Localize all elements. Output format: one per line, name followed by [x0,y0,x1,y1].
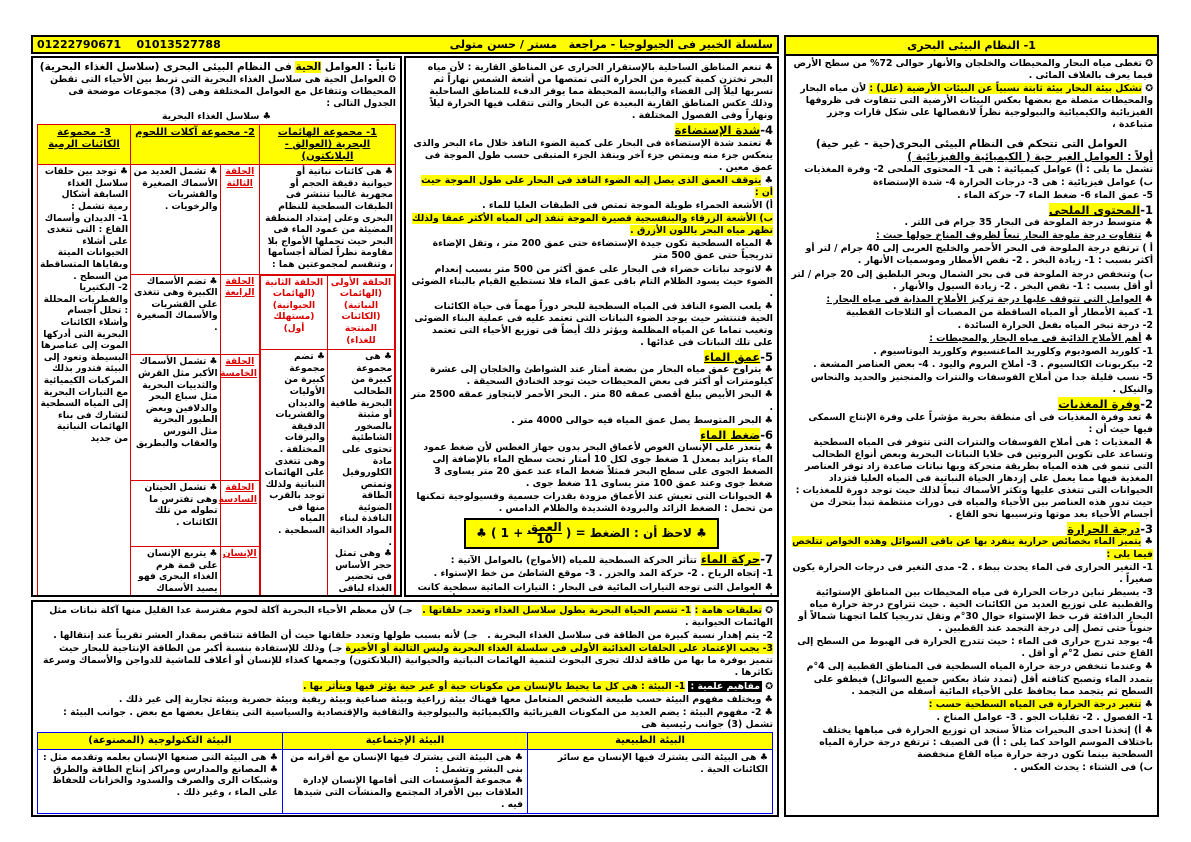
s1-p10: 2- بيكربونات الكالسيوم . 3- أملاح البروم واليود . 4- بعض العناصر المشعة . [813,359,1153,371]
s5-p1: ♣ يتراوح عمق مياه البحار من بضعة أمتار عند الشواطئ والخلجان إلى عشرة كيلومترات أو أكثر فى بعض المحيطات حيث توجد الخنادق السحيقة . [430,364,773,388]
plankton-subtable [260,275,395,597]
level-2-text: ♣ تضم مجموعة كبيرة من الأوليات والديدان والقشريات الدقيقة والبرقات المختلفة . وهى تتغذى على الهائمات النباتية ولذلك توجد بالقرب منها فى المياه السطحية . [260,350,327,597]
s3-p8: ♣ أ) إتخذنا احدى البحيرات مثالاً سنجد ان توزيع الحرارة فى مياهها يختلف باختلاف الموسم الواحد كما يلى : أ) فى الصيف : ترتفع درجة حرارة المياه السطحية بينما تكون درجة حرارة مياه القاع منخفضة [819,724,1153,761]
group3-header: 3- مجموعة الكائنات الرمية [38,125,131,165]
section-temperature: 3-درجة الحرارة [1067,522,1153,537]
s1-p5: ♣ العوامل التى تتوقف عليها درجة تركيز الأملاح المذابة فى مياه البحار : [826,293,1153,305]
s1-p9: 1- كلوريد الصوديوم وكلوريد الماغنسيوم وكلوريد البوتاسيوم . [873,346,1153,358]
level-1-text: ♣ هى مجموعة كبيرة من الطحالب البحرية طافية أو مثبتة بالصخور الشاطئية تحتوى على مادة الكلوروفيل وتمتص الطاقة الضوئية النافذة لبناء المواد الغذائية . ♣ وهى تمثل حجر الأساس فى تحضير الغذاء لباقى [327,350,394,597]
group2-header: 2- مجموعة آكلات اللحوم [131,125,260,165]
section-pressure: 6-ضغط الماء [700,427,773,442]
s5-p2: ♣ البحر الأبيض يبلغ أقصى عمقه 80 متر . البحر الأحمر لايتجاوز عمقه 2500 متر . [410,389,773,413]
group3-desc: ♣ توجد بين حلقات سلاسل الغذاء السابقة أشكال رمية تشمل : 1- الديدان وأسماك القاع : التى تتغذى على أشلاء الحيوانات الميتة وبقاياها المتساقطة من السطح . 2- البكتيريا والفطريات المحللة : تحلل أجسام وأشلاء الكائنات البحرية التى أدركها الموت إلى عناصرها البسيطة وتعود إلى البيئة فتدور بذلك المركبات الكيميائية مع التيارات البحرية إلى المياه السطحية لتشارك فى بناء الهائمات النباتية من جديد [38,165,131,597]
column-1-body [786,56,1157,777]
env-natural-header: البيئة الطبيعية [528,732,773,749]
t2-a: ✪ مفاهيم علمية : 1- البيئة : هى كل ما يحيط بالإنسان من مكونات حية أو غير حية يؤثر فيها ويتأثر بها . [303,680,773,692]
t1-c: 2- يتم إهدار نسبة كبيرة من الطاقة فى سلاسل الغذاء البحرية . جـ) لأنه بسبب طولها وتعدد حلقاتها حيث أن الطاقة تتناقص بمقدار العشر تقريباً عند إنتقالها . [53,630,773,642]
s1-p6: 1- كمية الأمطار أو المياه الساقطة من المصبات أو الثلاجات القطبية [845,306,1153,318]
phone-numbers: 01013527788 01222790671 [37,38,221,51]
study-sheet [31,35,1159,817]
section-depth: 5-عمق الماء [704,350,773,365]
column-2-body [406,58,777,597]
env-body-row [38,749,773,813]
plankton-sub-body [260,350,394,597]
s1-p4: ب) وتنخفض درجة الملوحة فى فى بحر الشمال وبحر البلطيق إلى 20 جرام / لتر أو أقل بسبب : 1- نقص البخر . 2- زيادة السيول والأنهار . [791,268,1153,292]
factors-subtitle: أولاً : العوامل الغير حية ( الكيميائية والفيزيائية ) [907,150,1153,163]
s3-p9: ب) فى الشتاء : يحدث العكس . [1013,762,1153,774]
food-chain-header-row [38,125,396,165]
pressure-formula-wrap [410,516,773,551]
environment-table [37,732,773,814]
s1-p8: ♣ أهم الأملاح الذائبة فى مياه البحار والمحيطات : [929,332,1153,344]
s4-p4: ب) الأشعة الزرقاء والبنفسجية قصيرة الموجة تنفذ إلى المياه الأكثر عمقا ولذلك تظهر مياه البحر باللون الأزرق . [412,213,773,237]
column-3-body [33,58,400,597]
s3-p2: 1- التغير الحرارى فى الماء يحدث ببطء . 2- مدى التغير فى درجات الحرارة يكون صغيراً . [792,561,1153,585]
plankton-sub-head [260,275,394,350]
env-header-row [38,732,773,749]
s4-p5: ♣ المياه السطحية تكون جيدة الإستضاءة حتى عمق 200 متر ، وتقل الإضاءة تدريجياً حتى عمق 500 متر [432,238,773,262]
s4-p7: ♣ يلعب الضوء النافذ فى المياه السطحية للبحر دوراً مهماً فى حياة الكائنات الحية فتنتشر حيث يوجد الضوء النباتات التى تعتمد عليه فى عملية البناء الضوئى وتغيب تماما عن المياه المظلمة ويؤثر ذلك أيضاً فى توزيع الأحياء التى تعتمد على تلك النباتات فى غذائها . [414,300,773,349]
level-5-text: ♣ تشمل الأسماك الأكبر مثل القرش والثدييات البحرية مثل سباع البحر والدلافين وبعض الطيور البحرية مثل النورس والعقاب والبطريق [131,355,221,481]
s3-p1: ♣ يتميز الماء بخصائص حرارية ينفرد بها عن باقى السوائل وهذه الخواص تتلخص فيما يلى : [792,536,1153,560]
s4-p2: ♣ يتوقف العمق الذى يصل إليه الضوء النافذ فى البحار على طول الموجة حيث أن : [421,174,773,198]
pressure-formula: ♣ لاحظ أن : الضغط = ( العمق 10 + 1 ) ♣ [464,518,719,549]
s3-p3: 3- يسيطر تباين درجات الحرارة فى مياه المحيطات بين المناطق الإستوائية والقطبية على توزيع العديد من الكائنات الحية . حيث تتراوح درجة حرارة مياه البحار الدافئة قرب خط الإستواء حوال 30°م وتقل تدريجيا كلما اتجهنا شمالاً أو جنوباً حتى تصل إلى درجة التجمد عند القطبين . [798,586,1153,635]
factors-l2: ب) عوامل فيزيائية : هى 3- درجات الحرارة 4- شدة الإستضاءة [872,176,1153,188]
s4-p3: أ) الأشعة الحمراء طويلة الموجة تمتص فى الطبقات العليا للماء . [482,200,773,212]
factors-title: العوامل التى تتحكم فى النظام البيئى البحرى(حية - غير حية) [815,137,1128,150]
level-1: الحلقة الأولى (الهائمات النباتية) (الكائنات المنتجة للغذاء) [327,275,394,350]
level-3-text: ♣ تشمل العديد من الأسماك الصغيرة والقشريات والرخويات . [131,165,221,274]
bottom-body [33,602,777,817]
group1-desc: ♣ هى كائنات نباتية أو حيوانية دقيقة الحجم أو مجهرية غالبيا تنتشر فى الطبقات السطحية للنظام البحرى وعلى إمتداد المنطقة المضيئة من عمود الماء فى البحر حيث تحملها الأمواج بلا مقاومة نظراً لضآلة أجسامها ، وتنقسم لمجموعتين هما : [259,165,395,274]
level-6-text: ♣ تشمل الحيتان وهى تفترس ما تطوله من تلك الكائنات . [131,480,221,546]
s4-p1: ♣ تعتمد شدة الإستضاءة فى البحار على كمية الضوء النافذ خلال ماء البحر والذى ينعكس جزء منه ويمتص جزء آخر وينفذ الجزء المتبقى حسب طول الموجة فى عمق معين . [413,137,773,173]
s1-p2: ♣ تتفاوت درجة ملوحة البحار تبعاً لظروف المناخ حولها حيث : [875,230,1153,242]
level-human-text: ♣ يتربع الإنسان على قمة هرم الغذاء البحرى فهو يصيد الأسماك [131,546,221,597]
section-light: 4-شدة الإستضاءة [674,123,773,138]
s1-p11: 5- نسب قليلة جدا من أملاح الفوسفات والنترات والمنجنيز والحديد والنحاس والنيكل . [810,372,1153,396]
level-3: الحلقة الثالثة [220,165,259,274]
level-5: الحلقة الخامسة [220,355,259,481]
t2-b: ♣ ويختلف مفهوم البيئة حسب طبيعة الشخص المتعامل معها فهناك بيئة زراعية وبيئة صناعية وبيئة ريفية وبيئة حضرية وبيئة تجارية إلى غير ذلك . [118,693,773,705]
series-title: سلسلة الخبير فى الجيولوجيا - مراجعة مستر / حسن متولى [449,38,773,51]
section-water-motion: 7-حركة الماء تتأثر الحركة السطحية للمياه (الأمواج) بالعوامل الآتية : [450,552,773,567]
env-social-header: البيئة الإجتماعية [283,732,528,749]
level-6: الحلقة السادسة [220,480,259,546]
level-human: الإنسان [220,546,259,597]
env-social: ♣ هى البيئة التى يشترك فيها الإنسان مع أقرانه من بنى البشر وتشمل : ♣ مجموعة المؤسسات التى أقامها الإنسان لإدارة العلاقات بين الأفراد المجتمع والمنشآت التى شيدها فيه . [283,749,528,813]
factors-l1: تشمل ما يلى : أ) عوامل كيميائية : هى 1- المحتوى الملحى 2- وفرة المغذيات [804,163,1153,175]
column-1-title: 1- النظام البيئى البحرى [907,39,1036,52]
s7-p3: ♣ العوامل التى توجه التيارات المائية فى البحار : التيارات المائية سطحية كانت [417,581,773,593]
food-chain-column [31,56,402,597]
series-header [31,35,779,54]
s2-p2: ♣ المغذيات : هى أملاح الفوسفات والنترات التى تتوفر فى المياه السطحية وتساعد على تكوين البروتين فى خلايا النباتات البحرية وبعض أنواع الطحالب التى تنمو فى هذه المياه بطريقة متحركة وبها نباتات صاعدة زاد توفر العناصر المغذية فيها مما يعمل على إزدهار الحياة النباتية فى المياه العليا فتزداد الحيوانات التى تتغذى عليها وتكثر الأسماك تبعاً لذلك حيث توجد دورة للمغذيات : حيث تدور هذه العناصر بين الأحياء والمياه فى دورات منتظمة تبدأ بتحرك من أجسام الأحياء بعد موتها وترسيبها نحو القاع . [795,436,1153,521]
level-2: الحلقة الثانية (الهائمات الحيوانية) (مستهلك أول) [260,275,327,350]
env-tech-header: البيئة التكنولوجية (المصنوعة) [38,732,283,749]
physical-factors-column [404,56,779,597]
c1-p1: ✪ تغطى مياه البحار والمحيطات والخلجان والأنهار حوالى 72% من سطح الأرض فيما يعرف بالغلاف المائى . [793,58,1153,82]
s1-p1: ♣ متوسط درجة الملوحة فى البحار 35 جرام فى اللتر . [904,217,1153,229]
level-4: الحلقة الرابعة [220,274,259,355]
c3-intro2: ♣ سلاسل الغذاء البحرية [161,111,271,123]
c3-intro: ✪ العوامل الحية هى سلاسل الغذاء البحرية التى تربط بين الأحياء التى تقطن المحيطات وتتفاعل مع العوامل المختلفة وهى (3) مجموعات موضحة فى الجدول التالى : [50,74,396,110]
c3-title: ثانياً : العوامل الحية فى النظام البيئى البحرى (سلاسل الغذاء البحرية) [39,61,396,73]
column-1-header [786,37,1157,56]
section-salinity: 1-المحتوى الملحى [1048,203,1153,218]
s4-p6: ♣ لاتوجد نباتات خضراء فى البحار على عمق أكثر من 500 متر بسبب إنعدام الضوء حيث يسود الظلام التام باقى عمق الماء فلا تستطيع القيام بالبناء الضوئى . [411,263,773,299]
series-header-bar [31,35,779,54]
t1-e: 3- يجب الإعتماد على الحلقات الغذائية الأولى فى سلسلة الغذاء البحرية وليس التالية أو الأخيرة جـ) وذلك للإستفادة بنسبة أكبر من الطاقة الإنتاجية للبحار حيث تتميز بوفرة ما بها من طاقة لذلك تجرى البحوث لتنمية الهائمات النباتية والحيوانية (البلانكتون) وجمعها كغذاء للإنسان أو أعلاف للماشية للدواجن والأسماك وسرعة تكاثرها . [42,643,773,679]
group1-header: 1- مجموعة الهائمات البحرية (العوالق - البلانكتون) [259,125,395,165]
s7-p2: 1- إتجاه الرياح . 2- حركة المد والجزر . 3- موقع الشاطئ من خط الإستواء . [433,568,773,580]
food-chain-table [37,124,396,597]
s6-p2: ♣ الحيوانات التى تعيش عند الأعماق مزودة بقدرات جسمية وفسيولوجية تمكنها من تحمل : الضغط الزائد والبرودة الشديدة والظلام الدامس . [416,491,773,515]
s2-p1: ♣ تعد وفرة المغذيات فى أى منطقة بحرية مؤشراً على وفرة الإنتاج السمكى فيها حيث أن : [808,411,1153,435]
plankton-split [259,274,395,597]
c1-p2: ✪ تشكل بيئة البحار بيئة ثابتة نسبياً عن البيئات الأرضية (علل) : لأن مياه البحار والمحيطات متصلة مع بعضها بعكس البيئات الأرضية التى تتفاوت فى ظروفها الفيزيائية والكيميائية والبيولوجية نظراً لانفصالها على شكل قارات وجزر متباعدة ، [800,83,1153,131]
s3-p6: ♣ تتغير درجة الحرارة فى المياه السطحية حسب : [928,698,1153,710]
section-nutrients: 2-وفرة المغذيات [1058,397,1153,412]
t1-a: ✪ تعليقات هامة : 1- تتسم الحياة البحرية بطول سلاسل الغذاء وتعدد حلقاتها . جـ) لأن معظم الأحياء البحرية آكلة لحوم مفترسة عدا القليل منها آكلة نباتات مثل الهائمات الحيوانية . [49,605,773,629]
c2-intro: ♣ تنعم المناطق الساحلية بالإستقرار الحرارى عن المناطق القارية : لأن مياه البحر تختزن كمية كبيرة من الحرارة التى تمتصها من أشعة الشمس نهاراً ثم تسربها ليلاً إلى الفضاء واليابسة المحيطة مما يوفر الدفء للمناطق الساحلية وذلك عكس المناطق القارية البعيدة عن البحار والتى تتقلب فيها الحرارة ليلاً ونهاراً وفى الفصول المختلفة . [427,62,773,122]
s3-p7: 1- الفصول . 2- تقلبات الجو . 3- عوامل المناخ . [936,711,1153,723]
t2-c: ♣ 2- مفهوم البيئة : يضم العديد من المكونات الفيزيائية والكيميائية والبيولوجية والثقافية والإقتصادية والسياسية التى يتفاعل بعضها مع بعض . جوانب البيئة : تشمل (3) جوانب رئيسية هى [63,706,773,730]
s5-p3: ♣ البحر المتوسط يصل عمق المياه فيه حوالى 4000 متر . [511,414,773,426]
s1-p3: أ ) ترتفع درجة الملوحة فى البحر الأحمر والخليج العربى إلى 40 جرام / لتر أو أكثر بسبب : 1- زيادة البخر . 2- نقص الأمطار وموسميات الأنهار . [805,243,1153,267]
environment-block [31,600,779,817]
s6-p1: ♣ يتعذر على الإنسان الغوص لأعماق البحر بدون جهاز الغطس لأن ضغط عمود الماء يتزايد بمعدل 1 ضغط جوى لكل 10 أمتار تحت سطح الماء بالإضافة إلى الضغط الجوى على سطح البحر فمثلاً ضغط الماء عند عمق 20 متر يساوى 3 ضغط جوى وعند عمق 100 متر يساوى 11 ضغط جوى . [423,441,773,490]
s3-p4: 4- يوجد تدرج حرارى فى الماء : حيث تتدرج الحرارة فى الهبوط من السطح إلى القاع حتى تصل 2°م أو أقل . [797,636,1153,660]
s1-p7: 2- درجة تبخر المياه بفعل الحرارة السائدة . [957,319,1153,331]
food-chain-row-1 [38,165,396,274]
marine-ecosystem-column [784,35,1159,817]
env-tech: ♣ هى البيئة التى صنعها الإنسان بعلمه وتقدمه مثل : ♣ المصانع والمدارس ومراكز إنتاج الطاقة والطرق وشبكات الرى والصرف والسدود والخزانات للحفاظ على الماء ، وغير ذلك . [38,749,283,813]
level-4-text: ♣ تضم الأسماك الكبيرة وهى تتغذى على القشريات والأسماك الصغيرة . [131,274,221,355]
factors-l3: 5- عمق الماء 6- ضغط الماء 7- حركة الماء . [957,189,1153,201]
env-natural: ♣ هى البيئة التى يشترك فيها الإنسان مع سائر الكائنات الحية . [528,749,773,813]
s3-p5: ♣ وعندما تنخفض درجة حرارة المياه السطحية فى المناطق القطبية إلى 4°م يتمدد الماء وتصبح كثافته أقل (تمدد شاذ بعكس جميع السوائل) فيطفو على السطح ثم يتجمد مما يحافظ على الأحياء المائية أسفله من التجمد . [806,661,1153,697]
